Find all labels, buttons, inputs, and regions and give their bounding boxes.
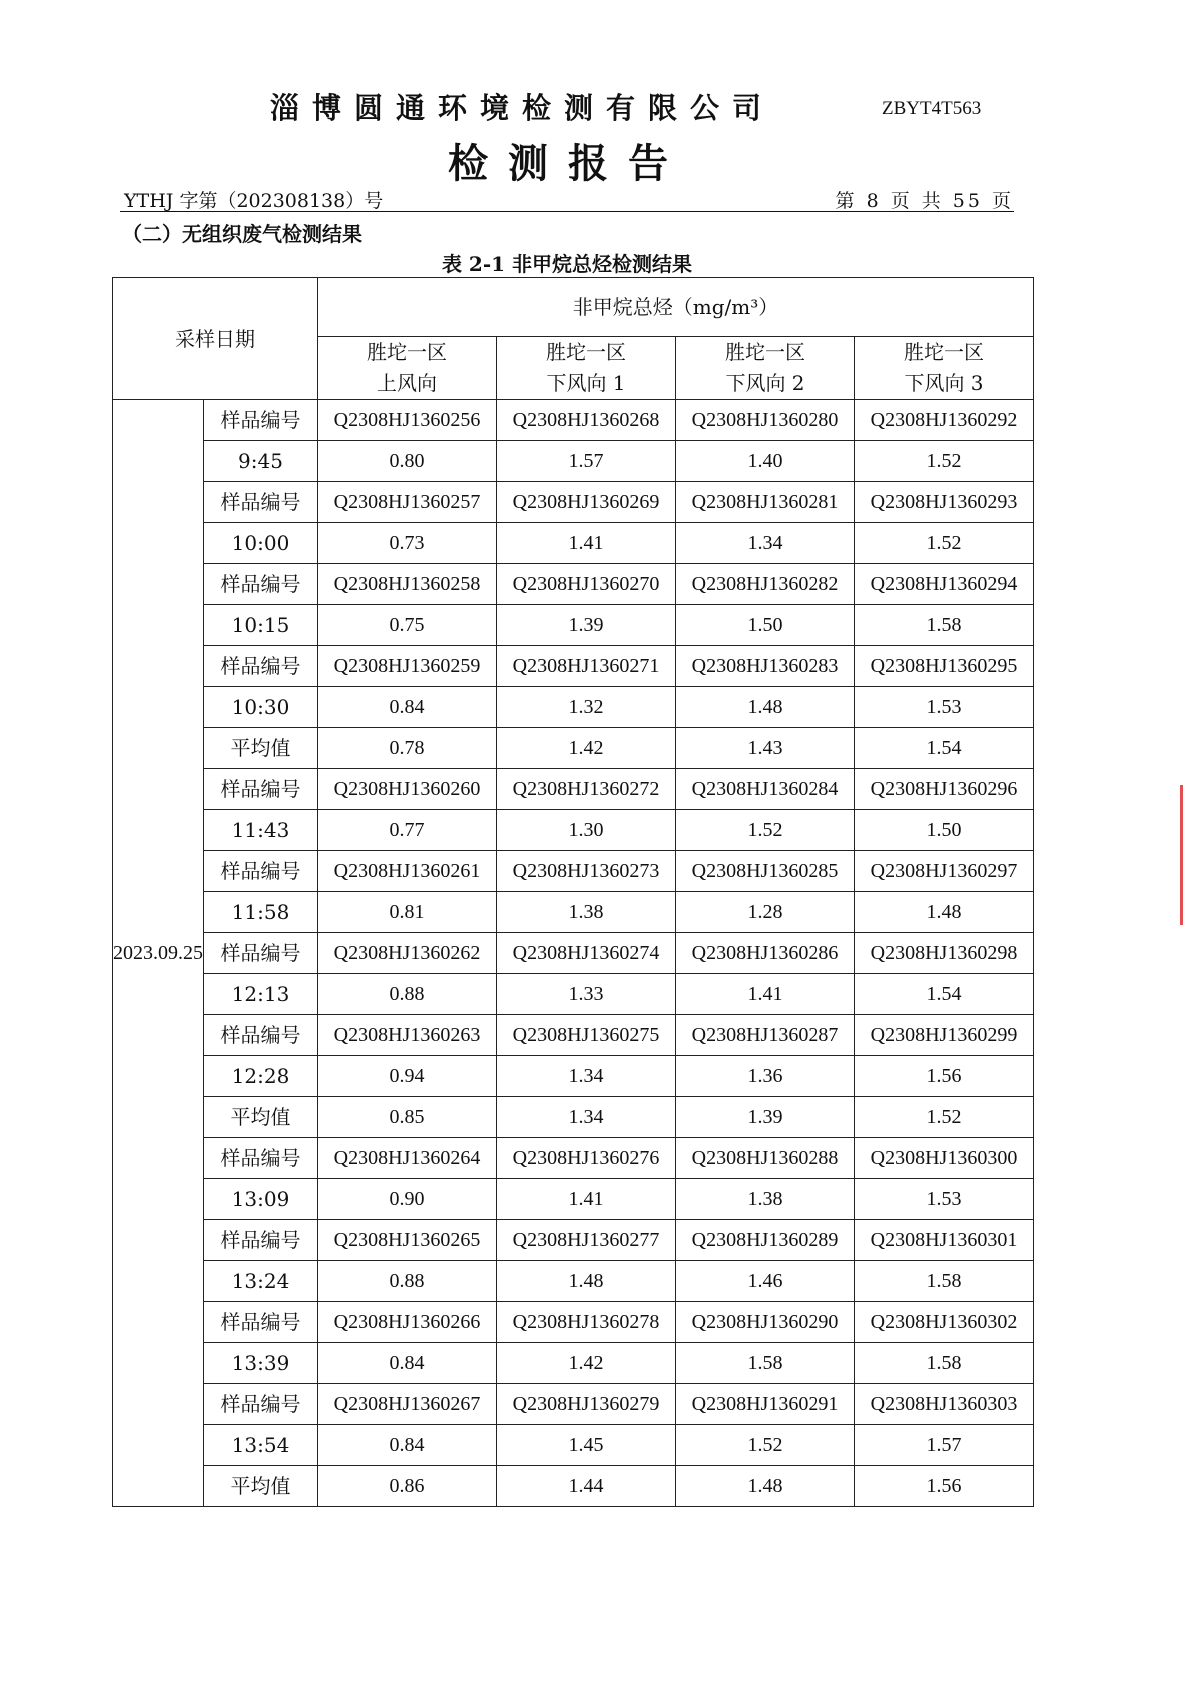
table-cell: Q2308HJ1360301	[855, 1220, 1034, 1261]
column-header: 胜坨一区 下风向 2	[676, 337, 855, 400]
table-cell: Q2308HJ1360278	[497, 1302, 676, 1343]
table-row	[113, 1343, 1034, 1384]
company-name: 淄博圆通环境检测有限公司	[270, 91, 775, 125]
table-cell: Q2308HJ1360266	[318, 1302, 497, 1343]
column-header: 胜坨一区 下风向 3	[855, 337, 1034, 400]
table-cell: 0.88	[318, 1261, 497, 1302]
row-label: 样品编号	[204, 400, 318, 441]
table-cell: Q2308HJ1360280	[676, 400, 855, 441]
row-label: 样品编号	[204, 1384, 318, 1425]
table-cell: 1.48	[676, 1466, 855, 1507]
table-cell: Q2308HJ1360271	[497, 646, 676, 687]
table-cell: 1.40	[676, 441, 855, 482]
table-cell: 1.34	[676, 523, 855, 564]
table-cell: 1.41	[497, 1179, 676, 1220]
table-cell: 1.42	[497, 728, 676, 769]
table-cell: 0.88	[318, 974, 497, 1015]
row-label: 样品编号	[204, 851, 318, 892]
table-cell: 1.56	[855, 1466, 1034, 1507]
header-sampling-date: 采样日期	[113, 278, 318, 400]
table-cell: 1.50	[855, 810, 1034, 851]
table-cell: Q2308HJ1360272	[497, 769, 676, 810]
table-row	[113, 1302, 1034, 1343]
table-row	[113, 974, 1034, 1015]
table-row	[113, 1384, 1034, 1425]
table-cell: 0.90	[318, 1179, 497, 1220]
row-label: 样品编号	[204, 1220, 318, 1261]
page-indicator: 第 8 页 共 55 页	[835, 190, 1014, 212]
table-cell: 1.39	[676, 1097, 855, 1138]
table-cell: 0.73	[318, 523, 497, 564]
table-cell: Q2308HJ1360290	[676, 1302, 855, 1343]
table-row	[113, 892, 1034, 933]
row-label: 样品编号	[204, 1015, 318, 1056]
row-label: 样品编号	[204, 1302, 318, 1343]
table-cell: 1.58	[855, 1261, 1034, 1302]
row-label: 平均值	[204, 1466, 318, 1507]
table-cell: Q2308HJ1360277	[497, 1220, 676, 1261]
table-row	[113, 1425, 1034, 1466]
table-cell: 1.44	[497, 1466, 676, 1507]
table-cell: Q2308HJ1360275	[497, 1015, 676, 1056]
table-row	[113, 1097, 1034, 1138]
table-cell: 1.36	[676, 1056, 855, 1097]
table-row	[113, 1138, 1034, 1179]
table-cell: 1.34	[497, 1056, 676, 1097]
table-cell: Q2308HJ1360268	[497, 400, 676, 441]
table-cell: Q2308HJ1360289	[676, 1220, 855, 1261]
row-label: 样品编号	[204, 769, 318, 810]
table-cell: Q2308HJ1360274	[497, 933, 676, 974]
table-row	[113, 769, 1034, 810]
table-cell: 1.50	[676, 605, 855, 646]
table-cell: Q2308HJ1360292	[855, 400, 1034, 441]
table-cell: Q2308HJ1360267	[318, 1384, 497, 1425]
row-label: 样品编号	[204, 482, 318, 523]
header-parameter: 非甲烷总烃（mg/m³）	[318, 278, 1034, 337]
table-cell: Q2308HJ1360294	[855, 564, 1034, 605]
table-cell: 1.52	[855, 1097, 1034, 1138]
table-cell: Q2308HJ1360291	[676, 1384, 855, 1425]
table-cell: Q2308HJ1360284	[676, 769, 855, 810]
row-label: 样品编号	[204, 1138, 318, 1179]
table-row	[113, 1220, 1034, 1261]
table-cell: Q2308HJ1360258	[318, 564, 497, 605]
table-cell: 1.46	[676, 1261, 855, 1302]
table-cell: 1.42	[497, 1343, 676, 1384]
table-cell: Q2308HJ1360279	[497, 1384, 676, 1425]
report-title: 检测报告	[448, 140, 688, 187]
table-cell: 1.43	[676, 728, 855, 769]
table-cell: Q2308HJ1360273	[497, 851, 676, 892]
table-cell: Q2308HJ1360285	[676, 851, 855, 892]
table-cell: 1.28	[676, 892, 855, 933]
table-cell: Q2308HJ1360265	[318, 1220, 497, 1261]
table-cell: Q2308HJ1360303	[855, 1384, 1034, 1425]
table-cell: Q2308HJ1360282	[676, 564, 855, 605]
table-cell: 1.52	[855, 523, 1034, 564]
column-header: 胜坨一区 下风向 1	[497, 337, 676, 400]
table-cell: 1.58	[676, 1343, 855, 1384]
table-cell: Q2308HJ1360263	[318, 1015, 497, 1056]
sampling-date: 2023.09.25	[113, 400, 204, 1507]
column-header: 胜坨一区 上风向	[318, 337, 497, 400]
table-cell: Q2308HJ1360256	[318, 400, 497, 441]
table-cell: 0.80	[318, 441, 497, 482]
row-label: 10:15	[204, 605, 318, 646]
table-cell: 1.54	[855, 974, 1034, 1015]
table-cell: Q2308HJ1360269	[497, 482, 676, 523]
table-cell: 1.52	[855, 441, 1034, 482]
document-code: ZBYT4T563	[882, 98, 982, 119]
report-number: YTHJ 字第（202308138）号	[124, 190, 384, 212]
table-cell: Q2308HJ1360286	[676, 933, 855, 974]
table-cell: 1.39	[497, 605, 676, 646]
row-label: 11:43	[204, 810, 318, 851]
table-cell: 0.85	[318, 1097, 497, 1138]
table-cell: 1.53	[855, 687, 1034, 728]
row-label: 样品编号	[204, 564, 318, 605]
table-cell: Q2308HJ1360257	[318, 482, 497, 523]
table-row	[113, 933, 1034, 974]
row-label: 样品编号	[204, 933, 318, 974]
row-label: 10:00	[204, 523, 318, 564]
table-cell: 1.52	[676, 810, 855, 851]
table-cell: 1.45	[497, 1425, 676, 1466]
table-cell: 0.94	[318, 1056, 497, 1097]
table-row	[113, 851, 1034, 892]
table-cell: 1.38	[497, 892, 676, 933]
table-row	[113, 1261, 1034, 1302]
table-cell: Q2308HJ1360259	[318, 646, 497, 687]
table-cell: 0.84	[318, 687, 497, 728]
table-cell: Q2308HJ1360300	[855, 1138, 1034, 1179]
results-table	[112, 277, 1034, 1507]
row-label: 13:54	[204, 1425, 318, 1466]
table-cell: 1.33	[497, 974, 676, 1015]
seal-stamp-edge	[1180, 785, 1190, 925]
row-label: 13:09	[204, 1179, 318, 1220]
table-cell: Q2308HJ1360296	[855, 769, 1034, 810]
table-cell: 0.75	[318, 605, 497, 646]
table-cell: Q2308HJ1360288	[676, 1138, 855, 1179]
table-cell: 1.57	[855, 1425, 1034, 1466]
row-label: 样品编号	[204, 646, 318, 687]
section-title: （二）无组织废气检测结果	[122, 222, 362, 246]
table-cell: 1.32	[497, 687, 676, 728]
table-cell: 0.84	[318, 1343, 497, 1384]
table-row	[113, 523, 1034, 564]
table-row	[113, 441, 1034, 482]
table-cell: Q2308HJ1360270	[497, 564, 676, 605]
table-cell: 1.38	[676, 1179, 855, 1220]
table-cell: Q2308HJ1360264	[318, 1138, 497, 1179]
table-cell: 1.48	[855, 892, 1034, 933]
table-cell: 1.48	[676, 687, 855, 728]
row-label: 13:39	[204, 1343, 318, 1384]
table-cell: Q2308HJ1360261	[318, 851, 497, 892]
header-divider	[120, 211, 1014, 212]
row-label: 12:28	[204, 1056, 318, 1097]
table-row	[113, 605, 1034, 646]
table-row	[113, 1179, 1034, 1220]
row-label: 12:13	[204, 974, 318, 1015]
table-cell: Q2308HJ1360260	[318, 769, 497, 810]
table-cell: Q2308HJ1360283	[676, 646, 855, 687]
table-row	[113, 728, 1034, 769]
row-label: 13:24	[204, 1261, 318, 1302]
table-cell: Q2308HJ1360298	[855, 933, 1034, 974]
table-cell: Q2308HJ1360287	[676, 1015, 855, 1056]
row-label: 11:58	[204, 892, 318, 933]
table-cell: 1.54	[855, 728, 1034, 769]
table-cell: 1.41	[676, 974, 855, 1015]
table-cell: 1.58	[855, 1343, 1034, 1384]
table-cell: Q2308HJ1360297	[855, 851, 1034, 892]
table-cell: Q2308HJ1360295	[855, 646, 1034, 687]
row-label: 9:45	[204, 441, 318, 482]
table-cell: Q2308HJ1360299	[855, 1015, 1034, 1056]
table-row	[113, 564, 1034, 605]
table-cell: Q2308HJ1360262	[318, 933, 497, 974]
row-label: 平均值	[204, 1097, 318, 1138]
table-cell: Q2308HJ1360276	[497, 1138, 676, 1179]
table-cell: 0.77	[318, 810, 497, 851]
table-cell: 1.48	[497, 1261, 676, 1302]
table-row	[113, 646, 1034, 687]
table-cell: 0.81	[318, 892, 497, 933]
table-row	[113, 810, 1034, 851]
table-cell: 1.30	[497, 810, 676, 851]
table-row	[113, 1056, 1034, 1097]
table-row	[113, 400, 1034, 441]
row-label: 平均值	[204, 728, 318, 769]
table-cell: 1.53	[855, 1179, 1034, 1220]
table-title: 表 2-1 非甲烷总烃检测结果	[441, 252, 693, 276]
table-row	[113, 482, 1034, 523]
table-row	[113, 1015, 1034, 1056]
table-cell: 0.78	[318, 728, 497, 769]
table-cell: Q2308HJ1360302	[855, 1302, 1034, 1343]
table-cell: 1.57	[497, 441, 676, 482]
row-label: 10:30	[204, 687, 318, 728]
table-cell: 0.86	[318, 1466, 497, 1507]
table-cell: Q2308HJ1360293	[855, 482, 1034, 523]
table-cell: 1.52	[676, 1425, 855, 1466]
table-row	[113, 1466, 1034, 1507]
table-cell: 1.58	[855, 605, 1034, 646]
table-cell: 1.56	[855, 1056, 1034, 1097]
table-cell: 0.84	[318, 1425, 497, 1466]
table-cell: 1.41	[497, 523, 676, 564]
table-cell: 1.34	[497, 1097, 676, 1138]
table-cell: Q2308HJ1360281	[676, 482, 855, 523]
table-row	[113, 687, 1034, 728]
